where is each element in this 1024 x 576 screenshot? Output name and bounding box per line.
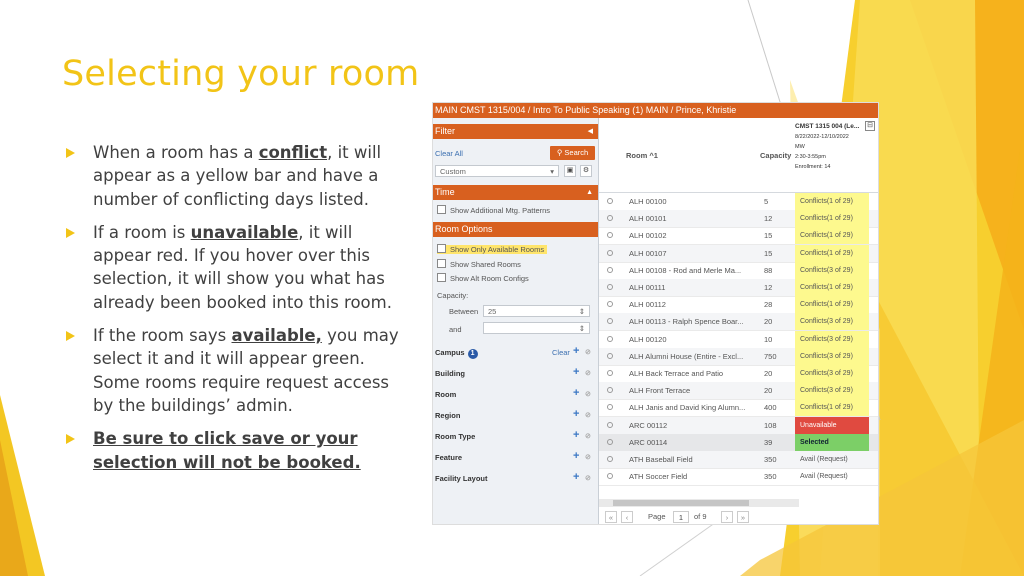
table-row[interactable] xyxy=(599,313,878,331)
room-status[interactable]: Conflicts(1 of 29) xyxy=(795,279,869,296)
table-row[interactable] xyxy=(599,279,878,297)
room-name: ALH 00120 xyxy=(629,334,667,344)
room-name: ALH 00107 xyxy=(629,248,667,258)
collapse-chevron-icon[interactable]: ◀ xyxy=(587,128,593,135)
bullet-arrow-icon xyxy=(66,331,75,341)
show-additional-patterns-checkbox[interactable]: Show Additional Mtg. Patterns xyxy=(437,205,550,215)
room-name: ALH 00111 xyxy=(629,283,666,292)
room-status[interactable]: Conflicts(3 of 29) xyxy=(795,365,869,382)
add-icon[interactable]: + xyxy=(573,450,580,462)
save-icon[interactable]: ▣ xyxy=(564,165,576,177)
pager xyxy=(599,511,878,524)
capacity-min-input[interactable]: 25 ⇕ xyxy=(483,305,590,317)
room-name: ALH Back Terrace and Patio xyxy=(629,369,724,378)
room-name: ALH 00102 xyxy=(629,231,667,241)
table-row[interactable] xyxy=(599,210,878,228)
radio-icon[interactable] xyxy=(607,439,613,445)
column-capacity[interactable]: Capacity xyxy=(760,151,792,160)
next-page-button[interactable]: › xyxy=(721,511,733,523)
remove-icon[interactable]: ⊘ xyxy=(585,475,591,482)
room-status[interactable]: Avail (Request) xyxy=(800,473,848,481)
room-capacity: 15 xyxy=(764,248,773,258)
radio-icon[interactable] xyxy=(607,353,613,359)
room-capacity: 20 xyxy=(764,369,773,378)
show-alt-configs-checkbox[interactable]: Show Alt Room Configs xyxy=(437,273,529,283)
keyword-unavailable: unavailable xyxy=(190,222,299,242)
page-label: Page xyxy=(648,512,666,521)
bullet-arrow-icon xyxy=(66,148,75,158)
expand-icon[interactable]: ⊟ xyxy=(865,121,875,131)
room-capacity: 400 xyxy=(764,403,777,413)
add-icon[interactable]: + xyxy=(573,345,580,357)
bullet-conflict: When a room has a conflict, it will appear as a yellow bar and have a number of conflicting days listed. xyxy=(66,141,406,211)
room-name: ARC 00112 xyxy=(629,420,668,430)
bullet-save-warning xyxy=(66,427,406,474)
remove-icon[interactable]: ⊘ xyxy=(585,412,591,419)
room-name: ALH Front Terrace xyxy=(629,386,691,396)
room-capacity: 350 xyxy=(764,455,777,464)
room-capacity: 39 xyxy=(764,437,773,447)
room-name: ALH Janis and David King Alumn... xyxy=(629,403,746,413)
radio-icon[interactable] xyxy=(607,215,613,221)
bullet-arrow-icon xyxy=(66,434,75,444)
table-row[interactable] xyxy=(599,262,878,280)
stepper-icon[interactable]: ⇕ xyxy=(578,324,585,333)
collapse-chevron-icon[interactable]: ▲ xyxy=(586,189,593,196)
gear-icon[interactable]: ⚙ xyxy=(580,165,592,177)
room-capacity: 5 xyxy=(764,197,769,206)
table-row[interactable] xyxy=(599,382,878,400)
radio-icon[interactable] xyxy=(607,473,613,479)
radio-icon[interactable] xyxy=(607,301,613,307)
prev-page-button[interactable]: ‹ xyxy=(621,511,633,523)
keyword-available: available, xyxy=(231,326,322,346)
room-capacity: 15 xyxy=(764,231,773,241)
search-icon: ⚲ xyxy=(556,148,563,157)
keyword-conflict: conflict xyxy=(258,143,328,162)
radio-icon[interactable] xyxy=(607,198,613,204)
campus-clear-link[interactable]: Clear xyxy=(552,348,570,357)
stepper-icon[interactable]: ⇕ xyxy=(578,307,585,316)
radio-icon[interactable] xyxy=(607,250,613,256)
chevron-down-icon: ▾ xyxy=(550,167,554,176)
room-status[interactable]: Avail (Request) xyxy=(800,456,848,463)
room-name: ALH 00113 - Ralph Spence Boar... xyxy=(629,317,744,327)
clear-all-link[interactable]: Clear All xyxy=(435,149,463,158)
room-scheduler-screenshot xyxy=(433,103,878,524)
room-capacity: 12 xyxy=(764,214,773,224)
filter-preset-select[interactable]: Custom ▾ xyxy=(435,165,559,177)
room-name: ALH 00112 xyxy=(629,300,666,310)
room-status[interactable]: Conflicts(3 of 29) xyxy=(795,382,869,399)
room-name: ATH Baseball Field xyxy=(629,455,693,464)
horizontal-scrollbar[interactable] xyxy=(599,499,799,507)
room-name: ALH 00100 xyxy=(629,197,667,206)
radio-icon[interactable] xyxy=(607,267,613,273)
between-label: Between xyxy=(449,307,479,316)
filter-panel: Filter ◀ Clear All ⚲ Search Custom ▾ ▣ ⚙ Time ▲ Show Additional Mtg. Patterns Room Options Show Only Available Rooms Show Shared Rooms Show Alt Room Configs Capacity: Between 25 ⇕ and ⇕ Campus 1 Clear + ⊘ Building + ⊘ Room + ⊘ Region + ⊘ Room Type + ⊘ Feature + ⊘ Facility Layout + ⊘ xyxy=(433,118,599,524)
capacity-max-input[interactable] xyxy=(483,322,590,334)
table-row[interactable] xyxy=(599,468,878,486)
column-room[interactable]: Room ^1 xyxy=(626,151,658,160)
radio-icon[interactable] xyxy=(607,284,613,290)
room-options-header[interactable]: Room Options xyxy=(433,222,598,237)
page-count: of 9 xyxy=(694,512,707,521)
table-row[interactable] xyxy=(599,331,878,349)
bullet-arrow-icon xyxy=(66,228,75,238)
room-name: ALH Alumni House (Entire - Excl... xyxy=(629,351,744,361)
section-info: CMST 1315 004 (Le... 8/22/2022-12/10/2022 MW 2:30-3:55pm Enrollment: 14 xyxy=(795,123,860,170)
room-status[interactable]: Conflicts(1 of 29) xyxy=(795,245,869,262)
capacity-label: Capacity: xyxy=(437,291,469,300)
add-icon[interactable]: + xyxy=(573,408,580,420)
table-row[interactable] xyxy=(599,296,878,314)
room-status[interactable]: Conflicts(3 of 29) xyxy=(795,348,869,365)
room-status[interactable]: Conflicts(3 of 29) xyxy=(795,313,869,330)
bullet-list xyxy=(66,141,406,484)
table-row[interactable] xyxy=(599,227,878,245)
table-row[interactable] xyxy=(599,434,878,452)
grid-header xyxy=(599,118,878,193)
room-status[interactable]: Selected xyxy=(795,434,869,451)
table-row[interactable] xyxy=(599,348,878,366)
room-name: ATH Soccer Field xyxy=(629,472,688,482)
slide-title: Selecting your room xyxy=(62,54,420,94)
campus-count-badge: 1 xyxy=(468,349,478,359)
room-status[interactable]: Conflicts(3 of 29) xyxy=(795,331,869,348)
room-capacity: 28 xyxy=(764,300,773,310)
room-capacity: 108 xyxy=(764,420,777,430)
room-status[interactable]: Conflicts(3 of 29) xyxy=(795,262,869,279)
room-status[interactable]: Conflicts(1 of 29) xyxy=(795,227,869,244)
room-status[interactable]: Unavailable xyxy=(795,417,869,434)
room-capacity: 12 xyxy=(764,283,773,292)
room-grid xyxy=(599,118,878,524)
add-icon[interactable]: + xyxy=(573,471,580,483)
radio-icon[interactable] xyxy=(607,370,613,376)
radio-icon[interactable] xyxy=(607,336,613,342)
filter-header[interactable]: Filter ◀ xyxy=(433,124,598,139)
add-icon[interactable]: + xyxy=(573,366,580,378)
table-row[interactable] xyxy=(599,365,878,383)
save-warning-text: Be sure to click save or your selection will not be booked. xyxy=(93,429,361,472)
table-row[interactable] xyxy=(599,451,878,469)
radio-icon[interactable] xyxy=(607,232,613,238)
page-input[interactable]: 1 xyxy=(673,511,689,523)
breadcrumb: MAIN CMST 1315/004 / Intro To Public Speaking (1) MAIN / Prince, Khristie xyxy=(433,103,878,118)
time-header[interactable]: Time ▲ xyxy=(433,185,598,200)
radio-icon[interactable] xyxy=(607,387,613,393)
room-status[interactable]: Conflicts(1 of 29) xyxy=(795,399,869,416)
room-capacity: 20 xyxy=(764,317,773,327)
room-capacity: 750 xyxy=(764,351,777,361)
add-icon[interactable]: + xyxy=(573,387,580,399)
table-row[interactable] xyxy=(599,417,878,435)
room-capacity: 20 xyxy=(764,386,773,396)
bullet-unavailable: If a room is unavailable, it will appear red. If you hover over this selection, it will show you what has already been booked into this room. xyxy=(66,221,406,314)
room-capacity: 350 xyxy=(764,472,777,482)
remove-icon[interactable]: ⊘ xyxy=(585,349,591,356)
table-row[interactable] xyxy=(599,245,878,263)
room-status[interactable]: Conflicts(1 of 29) xyxy=(795,296,869,313)
last-page-button[interactable]: » xyxy=(737,511,749,523)
room-capacity: 88 xyxy=(764,265,773,275)
room-status[interactable]: Conflicts(1 of 29) xyxy=(795,193,869,210)
search-button[interactable]: ⚲ Search xyxy=(550,146,595,160)
room-status[interactable]: Conflicts(1 of 29) xyxy=(795,210,869,227)
remove-icon[interactable]: ⊘ xyxy=(585,370,591,377)
radio-icon[interactable] xyxy=(607,404,613,410)
bullet-available: If the room says available, you may select it and it will appear green. Some rooms require request access by the buildings’ admin. xyxy=(66,324,406,417)
radio-icon[interactable] xyxy=(607,318,613,324)
room-name: ALH 00108 - Rod and Merle Ma... xyxy=(629,265,742,275)
table-row[interactable] xyxy=(599,399,878,417)
show-only-available-checkbox[interactable]: Show Only Available Rooms xyxy=(437,244,547,254)
radio-icon[interactable] xyxy=(607,456,613,462)
table-row[interactable] xyxy=(599,193,878,211)
add-icon[interactable]: + xyxy=(573,429,580,441)
show-shared-rooms-checkbox[interactable]: Show Shared Rooms xyxy=(437,259,521,269)
radio-icon[interactable] xyxy=(607,422,613,428)
first-page-button[interactable]: « xyxy=(605,511,617,523)
remove-icon[interactable]: ⊘ xyxy=(585,391,591,398)
room-name: ARC 00114 xyxy=(629,437,668,447)
remove-icon[interactable]: ⊘ xyxy=(585,433,591,440)
remove-icon[interactable]: ⊘ xyxy=(585,454,591,461)
room-capacity: 10 xyxy=(764,334,773,344)
room-name: ALH 00101 xyxy=(629,214,667,224)
and-label: and xyxy=(449,325,462,334)
